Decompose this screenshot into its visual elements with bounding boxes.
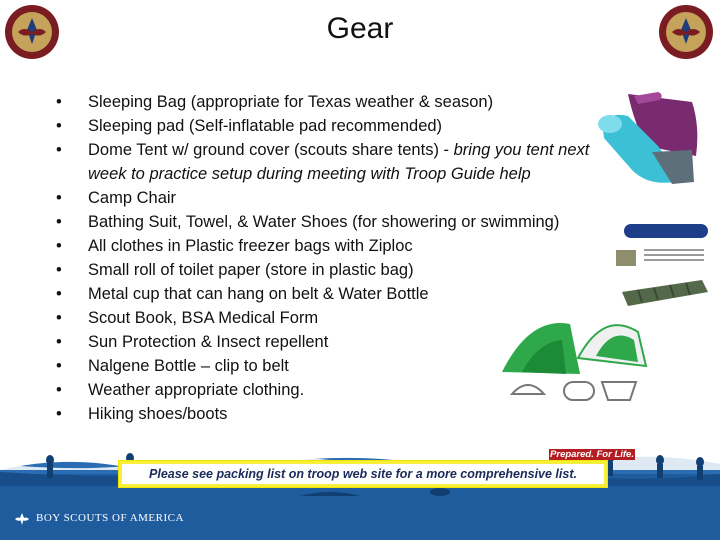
bullet-icon: • — [56, 93, 62, 111]
bullet-icon: • — [56, 141, 62, 159]
bullet-icon: • — [56, 261, 62, 279]
list-item: • Dome Tent w/ ground cover (scouts share tents) - bring you tent next week to practice setup during meeting with Troop Guide help — [56, 138, 626, 186]
list-item: • Hiking shoes/boots — [56, 402, 626, 426]
bullet-icon: • — [56, 381, 62, 399]
bullet-icon: • — [56, 309, 62, 327]
bullet-icon: • — [56, 117, 62, 135]
list-item: • Scout Book, BSA Medical Form — [56, 306, 626, 330]
list-item: • Weather appropriate clothing. — [56, 378, 626, 402]
bullet-icon: • — [56, 357, 62, 375]
sleeping-bag-image — [588, 86, 708, 190]
packing-list-callout: Please see packing list on troop web site for a more comprehensive list. — [118, 460, 608, 488]
list-item: • Camp Chair — [56, 186, 626, 210]
prepared-for-life-tagline: Prepared. For Life. — [550, 449, 634, 460]
bullet-icon: • — [56, 333, 62, 351]
list-item: • Nalgene Bottle – clip to belt — [56, 354, 626, 378]
bullet-icon: • — [56, 285, 62, 303]
list-item: • Small roll of toilet paper (store in plastic bag) — [56, 258, 626, 282]
bsa-wordmark: BOY SCOUTS OF AMERICA — [36, 512, 184, 524]
tent-practice-note: bring you tent next week to practice setup during meeting with Troop Guide help — [88, 141, 590, 183]
bullet-icon: • — [56, 405, 62, 423]
list-item: • Sleeping pad (Self-inflatable pad recommended) — [56, 114, 626, 138]
bullet-icon: • — [56, 189, 62, 207]
bullet-icon: • — [56, 213, 62, 231]
slide-title: Gear — [326, 12, 394, 45]
fleur-de-lis-icon — [14, 513, 30, 527]
list-item: • Bathing Suit, Towel, & Water Shoes (for showering or swimming) — [56, 210, 626, 234]
bullet-icon: • — [56, 237, 62, 255]
list-item: • Sun Protection & Insect repellent — [56, 330, 626, 354]
list-item: • Sleeping Bag (appropriate for Texas weather & season) — [56, 90, 626, 114]
list-item: • All clothes in Plastic freezer bags with Ziploc — [56, 234, 626, 258]
list-item: • Metal cup that can hang on belt & Water Bottle — [56, 282, 626, 306]
dome-tent-image — [500, 296, 650, 410]
